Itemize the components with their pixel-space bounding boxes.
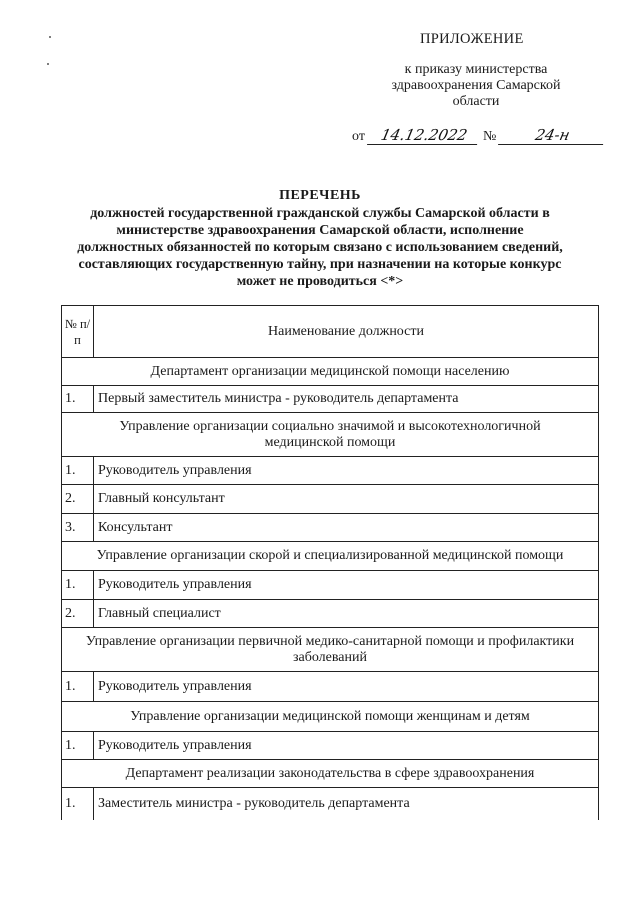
order-reference <box>376 62 576 110</box>
order-ref-line: области <box>452 94 500 109</box>
table-row <box>62 672 599 702</box>
date-prefix: от <box>352 129 365 144</box>
heading-line: составляющих государственную тайну, при назначении на которые конкурс <box>78 257 562 272</box>
row-number: 2. <box>62 485 94 514</box>
row-number: 3. <box>62 514 94 542</box>
heading-line: министерстве здравоохранения Самарской области, исполнение <box>116 223 524 238</box>
table-row <box>62 457 599 485</box>
row-number: 1. <box>62 571 94 600</box>
section-row <box>62 358 599 386</box>
position-name: Руководитель управления <box>94 571 599 600</box>
position-name: Первый заместитель министра - руководитель департамента <box>94 386 599 413</box>
heading-title: ПЕРЕЧЕНЬ <box>279 188 361 203</box>
table-header-row <box>62 306 599 358</box>
row-number: 1. <box>62 732 94 760</box>
position-name: Заместитель министра - руководитель департамента <box>94 788 599 820</box>
order-date-line <box>352 126 605 145</box>
row-number: 1. <box>62 386 94 413</box>
section-row <box>62 413 599 457</box>
position-name: Главный специалист <box>94 600 599 628</box>
scan-speck <box>47 63 49 65</box>
row-number: 1. <box>62 457 94 485</box>
section-title: Управление организации скорой и специализированной медицинской помощи <box>62 542 599 571</box>
position-name: Руководитель управления <box>94 672 599 702</box>
table-row <box>62 600 599 628</box>
section-title: Управление организации медицинской помощи женщинам и детям <box>62 702 599 732</box>
positions-table <box>61 305 599 820</box>
position-name: Руководитель управления <box>94 457 599 485</box>
section-row <box>62 542 599 571</box>
heading-line: должностей государственной гражданской службы Самарской области в <box>90 206 550 221</box>
section-title: Управление организации первичной медико-санитарной помощи и профилактики заболеваний <box>62 628 599 672</box>
header-num: № п/п <box>62 306 94 358</box>
row-number: 2. <box>62 600 94 628</box>
heading-line: должностных обязанностей по которым связано с использованием сведений, <box>77 240 563 255</box>
table-row <box>62 788 599 820</box>
section-row <box>62 628 599 672</box>
section-row <box>62 760 599 788</box>
table-row <box>62 732 599 760</box>
table-row <box>62 485 599 514</box>
scan-speck <box>49 36 51 38</box>
table-row <box>62 386 599 413</box>
row-number: 1. <box>62 672 94 702</box>
heading-line: может не проводиться <*> <box>236 274 404 289</box>
handwritten-date: 14.12.2022 <box>367 126 481 145</box>
appendix-title: ПРИЛОЖЕНИЕ <box>420 31 524 47</box>
document-heading <box>40 187 600 290</box>
header-name: Наименование должности <box>94 306 599 358</box>
order-ref-line: к приказу министерства <box>404 62 548 77</box>
table-row <box>62 571 599 600</box>
position-name: Консультант <box>94 514 599 542</box>
position-name: Руководитель управления <box>94 732 599 760</box>
section-title: Департамент организации медицинской помощи населению <box>62 358 599 386</box>
order-ref-line: здравоохранения Самарской <box>391 78 561 93</box>
row-number: 1. <box>62 788 94 820</box>
position-name: Главный консультант <box>94 485 599 514</box>
section-row <box>62 702 599 732</box>
section-title: Департамент реализации законодательства в сфере здравоохранения <box>62 760 599 788</box>
section-title: Управление организации социально значимой и высокотехнологичной медицинской помощи <box>62 413 599 457</box>
handwritten-number: 24-н <box>498 126 607 145</box>
number-sign: № <box>482 129 497 144</box>
table-row <box>62 514 599 542</box>
